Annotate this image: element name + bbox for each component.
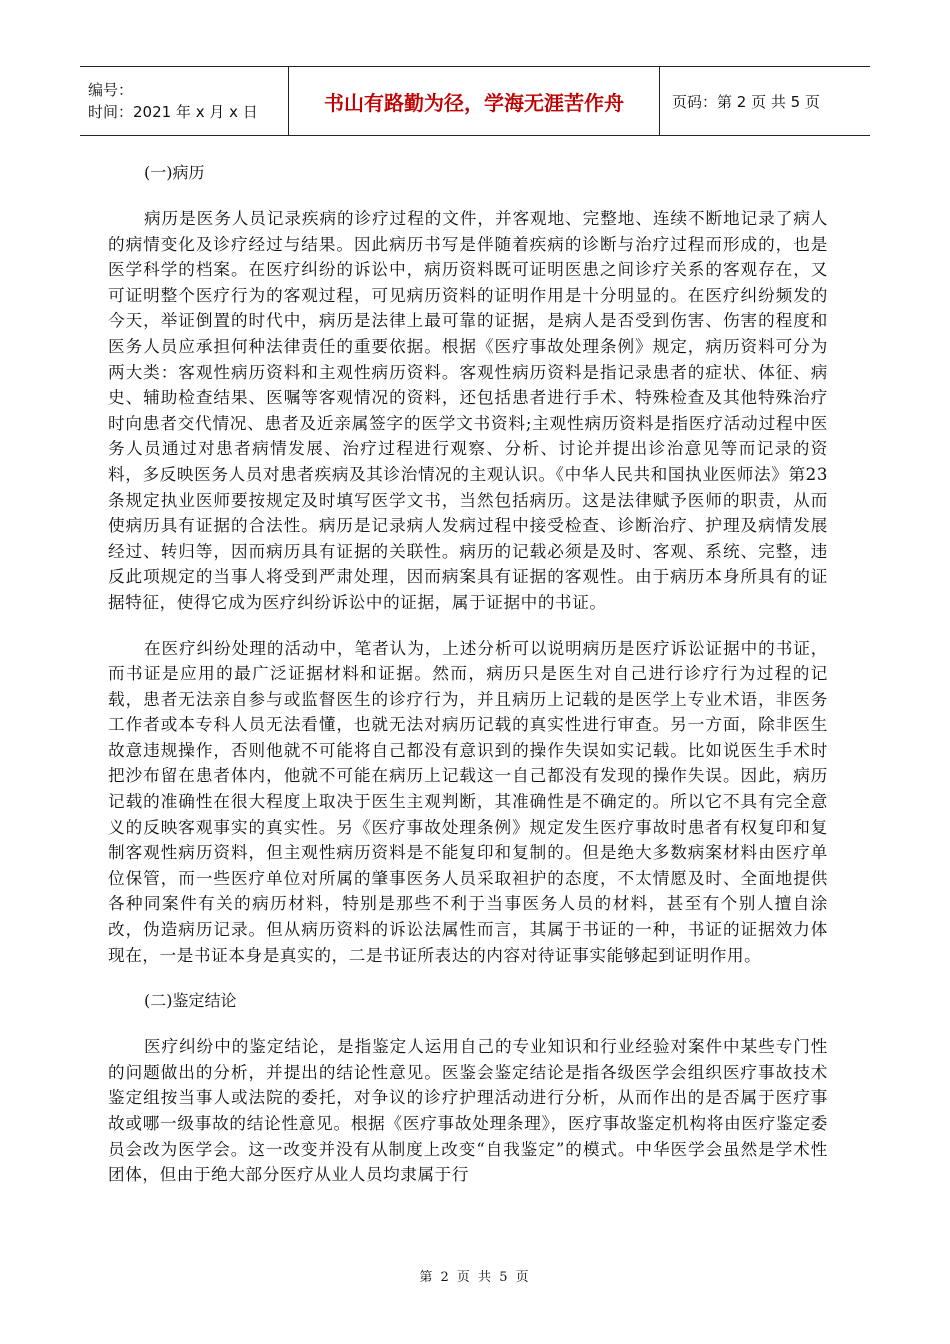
- motto-text: 书山有路勤为径，学海无涯苦作舟: [324, 90, 624, 115]
- document-date: 时间：2021 年 x 月 x 日: [88, 103, 258, 121]
- section-appraisal-conclusion: [108, 988, 828, 1188]
- paragraph: 在医疗纠纷处理的活动中，笔者认为，上述分析可以说明病历是医疗诉讼证据中的书证，而书证是应用的最广泛证据材料和证据。然而，病历只是医生对自己进行诊疗行为过程的记载，患者无法亲自参与或监督医生的诊疗行为，并且病历上记载的是医学上专业术语，非医务工作者或本专科人员无法看懂，也就无法对病历记载的真实性进行审查。另一方面，除非医生故意违规操作，否则他就不可能将自己都没有意识到的操作失误如实记载。比如说医生手术时把沙布留在患者体内，他就不可能在病历上记载这一自己都没有发现的操作失误。因此，病历记载的准确性在很大程度上取决于医生主观判断，其准确性是不确定的。所以它不具有完全意义的反映客观事实的真实性。另《医疗事故处理条例》规定发生医疗事故时患者有权复印和复制客观性病历资料，但主观性病历资料是不能复印和复制的。但是绝大多数病案材料由医疗单位保管，而一些医疗单位对所属的肇事医务人员采取袒护的态度，不太情愿及时、全面地提供各种同案件有关的病历材料，特别是那些不利于当事医务人员的材料，甚至有个别人擅自涂改，伪造病历记录。但从病历资料的诉讼法属性而言，其属于书证的一种，书证的证据效力体现在，一是书证本身是真实的，二是书证所表达的内容对待证事实能够起到证明作用。: [108, 638, 828, 965]
- section-heading: (二)鉴定结论: [144, 991, 237, 1011]
- header-motto: [288, 67, 660, 135]
- paragraph: 病历是医务人员记录疾病的诊疗过程的文件，并客观地、完整地、连续不断地记录了病人的病情变化及诊疗经过与结果。因此病历书写是伴随着疾病的诊断与治疗过程而形成的，也是医学科学的档案。在医疗纠纷的诉讼中，病历资料既可证明医患之间诊疗关系的客观存在，又可证明整个医疗行为的客观过程，可见病历资料的证明作用是十分明显的。在医疗纠纷频发的今天，举证倒置的时代中，病历是法律上最可靠的证据，是病人是否受到伤害、伤害的程度和医务人员应承担何种法律责任的重要依据。根据《医疗事故处理条例》规定，病历资料可分为两大类：客观性病历资料和主观性病历资料。客观性病历资料是指记录患者的症状、体征、病史、辅助检查结果、医嘱等客观情况的资料，还包括患者进行手术、特殊检查及其他特殊治疗时向患者交代情况、患者及近亲属签字的医学文书资料;主观性病历资料是指医疗活动过程中医务人员通过对患者病情发展、治疗过程进行观察、分析、讨论并提出诊治意见等而记录的资料，多反映医务人员对患者疾病及其诊治情况的主观认识。《中华人民共和国执业医师法》第23条规定执业医师要按规定及时填写医学文书，当然包括病历。这是法律赋予医师的职责，从而使病历具有证据的合法性。病历是记录病人发病过程中接受检查、诊断治疗、护理及病情发展经过、转归等，因而病历具有证据的关联性。病历的记载必须是及时、客观、系统、完整，违反此项规定的当事人将受到严肃处理，因而病案具有证据的客观性。由于病历本身所具有的证据特征，使得它成为医疗纠纷诉讼中的证据，属于证据中的书证。: [108, 209, 828, 612]
- document-number-label: 编号：: [88, 81, 134, 99]
- paragraph: 医疗纠纷中的鉴定结论，是指鉴定人运用自己的专业知识和行业经验对案件中某些专门性的问题做出的分析，并提出的结论性意见。医鉴会鉴定结论是指各级医学会组织医疗事故技术鉴定组按当事人或法院的委托，对争议的诊疗护理活动进行分析，从而作出的是否属于医疗事故或哪一级事故的结论性意见。根据《医疗事故处理条理》，医疗事故鉴定机构将由医疗鉴定委员会改为医学会。这一改变并没有从制度上改变“自我鉴定”的模式。中华医学会虽然是学术性团体，但由于绝大部分医疗从业人员均隶属于行: [108, 1037, 828, 1185]
- page-footer: 第 2 页 共 5 页: [419, 1270, 531, 1285]
- header-page-info: [660, 67, 820, 135]
- section-heading: (一)病历: [144, 163, 205, 182]
- page-info-text: 页码：第 2 页 共 5 页: [672, 92, 820, 111]
- section-medical-records: [108, 160, 828, 968]
- header-meta: [80, 67, 288, 135]
- page-header: [80, 66, 870, 136]
- document-body: [108, 160, 828, 1208]
